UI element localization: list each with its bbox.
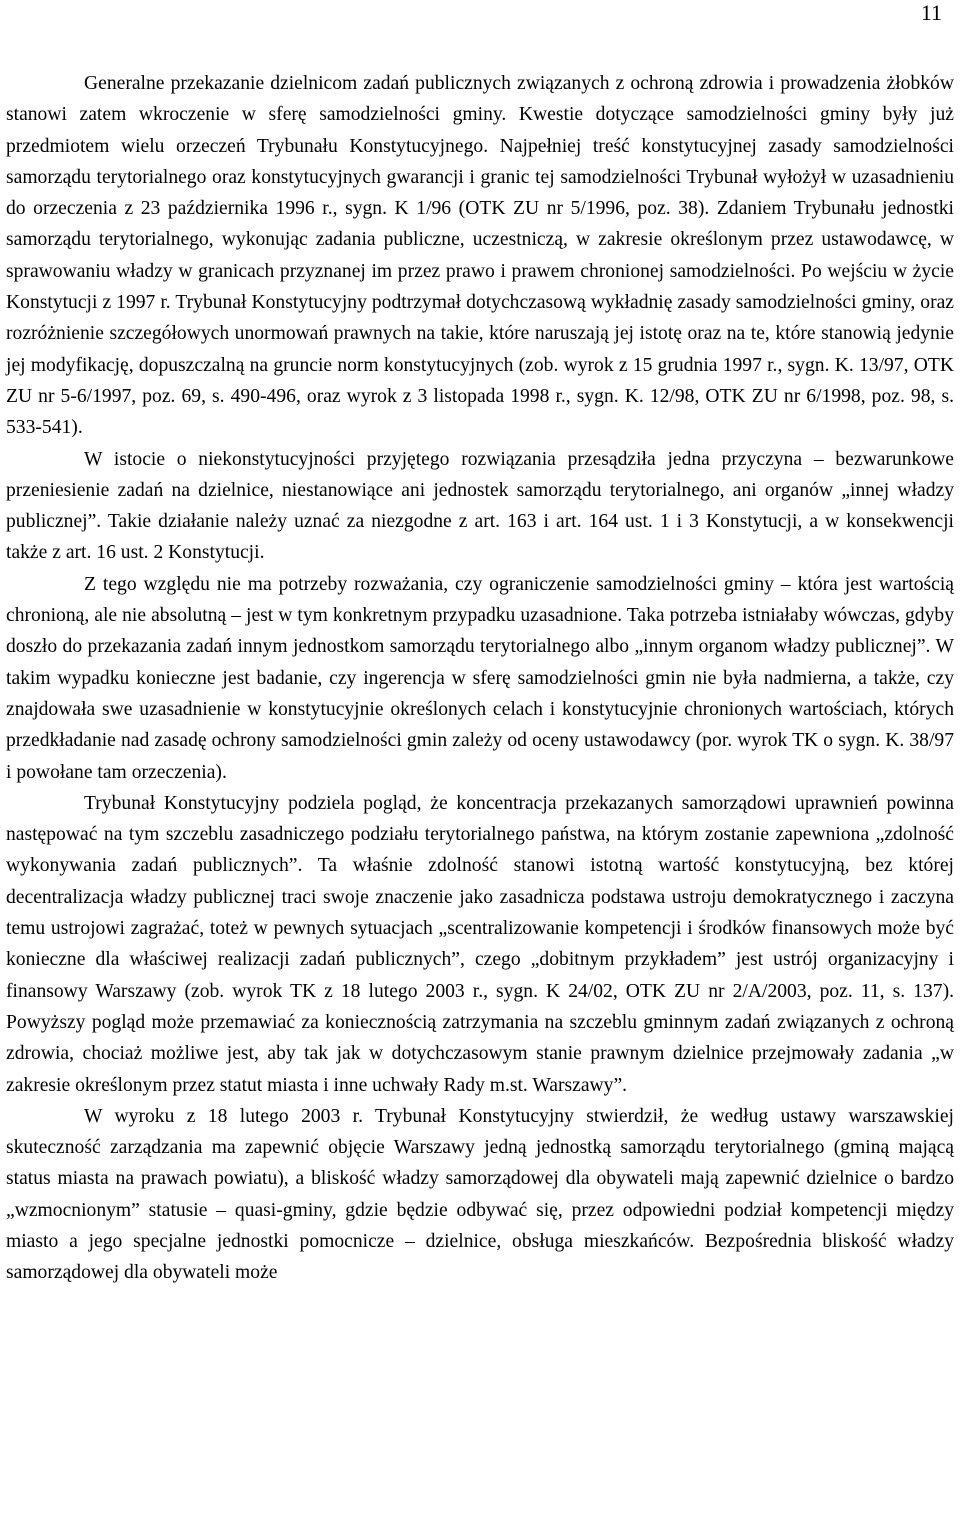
page-number: 11 (920, 0, 942, 25)
paragraph-5: W wyroku z 18 lutego 2003 r. Trybunał Konstytucyjny stwierdził, że według ustawy warszawskiej skuteczność zarządzania ma zapewnić objęcie Warszawy jedną jednostką samorządu terytorialnego (gminą mającą status miasta na prawach powiatu), a bliskość władzy samorządowej dla obywateli mają zapewnić dzielnice o bardzo „wzmocnionym” statusie – quasi-gminy, gdzie będzie odbywać się, przez odpowiedni podział kompetencji między miasto a jego specjalne jednostki pomocnicze – dzielnice, obsługa mieszkańców. Bezpośrednia bliskość władzy samorządowej dla obywateli może (6, 1105, 954, 1284)
paragraph-2: W istocie o niekonstytucyjności przyjętego rozwiązania przesądziła jedna przyczyna – bezwarunkowe przeniesienie zadań na dzielnice, niestanowiące ani jednostek samorządu terytorialnego, ani organów „innej władzy publicznej”. Takie działanie należy uznać za niezgodne z art. 163 i art. 164 ust. 1 i 3 Konstytucji, a w konsekwencji także z art. 16 ust. 2 Konstytucji. (6, 448, 954, 564)
paragraph-3: Z tego względu nie ma potrzeby rozważania, czy ograniczenie samodzielności gminy – która jest wartością chronioną, ale nie absolutną – jest w tym konkretnym przypadku uzasadnione. Taka potrzeba istniałaby wówczas, gdyby doszło do przekazania zadań innym jednostkom samorządu terytorialnego albo „innym organom władzy publicznej”. W takim wypadku konieczne jest badanie, czy ingerencja w sferę samodzielności gmin nie była nadmierna, a także, czy znajdowała swe uzasadnienie w konstytucyjnie określonych celach i konstytucyjnie chronionych wartościach, których przedkładanie nad zasadę ochrony samodzielności gmin zależy od oceny ustawodawcy (por. wyrok TK o sygn. K. 38/97 i powołane tam orzeczenia). (6, 573, 954, 783)
document-body (6, 68, 954, 1289)
paragraph-4: Trybunał Konstytucyjny podziela pogląd, że koncentracja przekazanych samorządowi uprawnień powinna następować na tym szczeblu zasadniczego podziału terytorialnego państwa, na którym zostanie zapewniona „zdolność wykonywania zadań publicznych”. Ta właśnie zdolność stanowi istotną wartość konstytucyjną, bez której decentralizacja władzy publicznej traci swoje znaczenie jako zasadnicza podstawa ustroju demokratycznego i zaczyna temu ustrojowi zagrażać, toteż w pewnych sytuacjach „scentralizowanie kompetencji i środków finansowych może być konieczne dla właściwej realizacji zadań publicznych”, czego „dobitnym przykładem” jest ustrój organizacyjny i finansowy Warszawy (zob. wyrok TK z 18 lutego 2003 r., sygn. K 24/02, OTK ZU nr 2/A/2003, poz. 11, s. 137). Powyższy pogląd może przemawiać za koniecznością zatrzymania na szczeblu gminnym zadań związanych z ochroną zdrowia, chociaż możliwe jest, aby tak jak w dotychczasowym stanie prawnym dzielnice przejmowały zadania „w zakresie określonym przez statut miasta i inne uchwały Rady m.st. Warszawy”. (6, 792, 954, 1096)
paragraph-1: Generalne przekazanie dzielnicom zadań publicznych związanych z ochroną zdrowia i prowadzenia żłobków stanowi zatem wkroczenie w sferę samodzielności gminy. Kwestie dotyczące samodzielności gminy były już przedmiotem wielu orzeczeń Trybunału Konstytucyjnego. Najpełniej treść konstytucyjnej zasady samodzielności samorządu terytorialnego oraz konstytucyjnych gwarancji i granic tej samodzielności Trybunał wyłożył w uzasadnieniu do orzeczenia z 23 października 1996 r., sygn. K 1/96 (OTK ZU nr 5/1996, poz. 38). Zdaniem Trybunału jednostki samorządu terytorialnego, wykonując zadania publiczne, uczestniczą, w zakresie określonym przez ustawodawcę, w sprawowaniu władzy w granicach przyznanej im przez prawo i prawem chronionej samodzielności. Po wejściu w życie Konstytucji z 1997 r. Trybunał Konstytucyjny podtrzymał dotychczasową wykładnię zasady samodzielności gminy, oraz rozróżnienie szczegółowych unormowań prawnych na takie, które naruszają jej istotę oraz na te, które stanowią jedynie jej modyfikację, dopuszczalną na gruncie norm konstytucyjnych (zob. wyrok z 15 grudnia 1997 r., sygn. K. 13/97, OTK ZU nr 5-6/1997, poz. 69, s. 490-496, oraz wyrok z 3 listopada 1998 r., sygn. K. 12/98, OTK ZU nr 6/1998, poz. 98, s. 533-541). (6, 73, 954, 439)
